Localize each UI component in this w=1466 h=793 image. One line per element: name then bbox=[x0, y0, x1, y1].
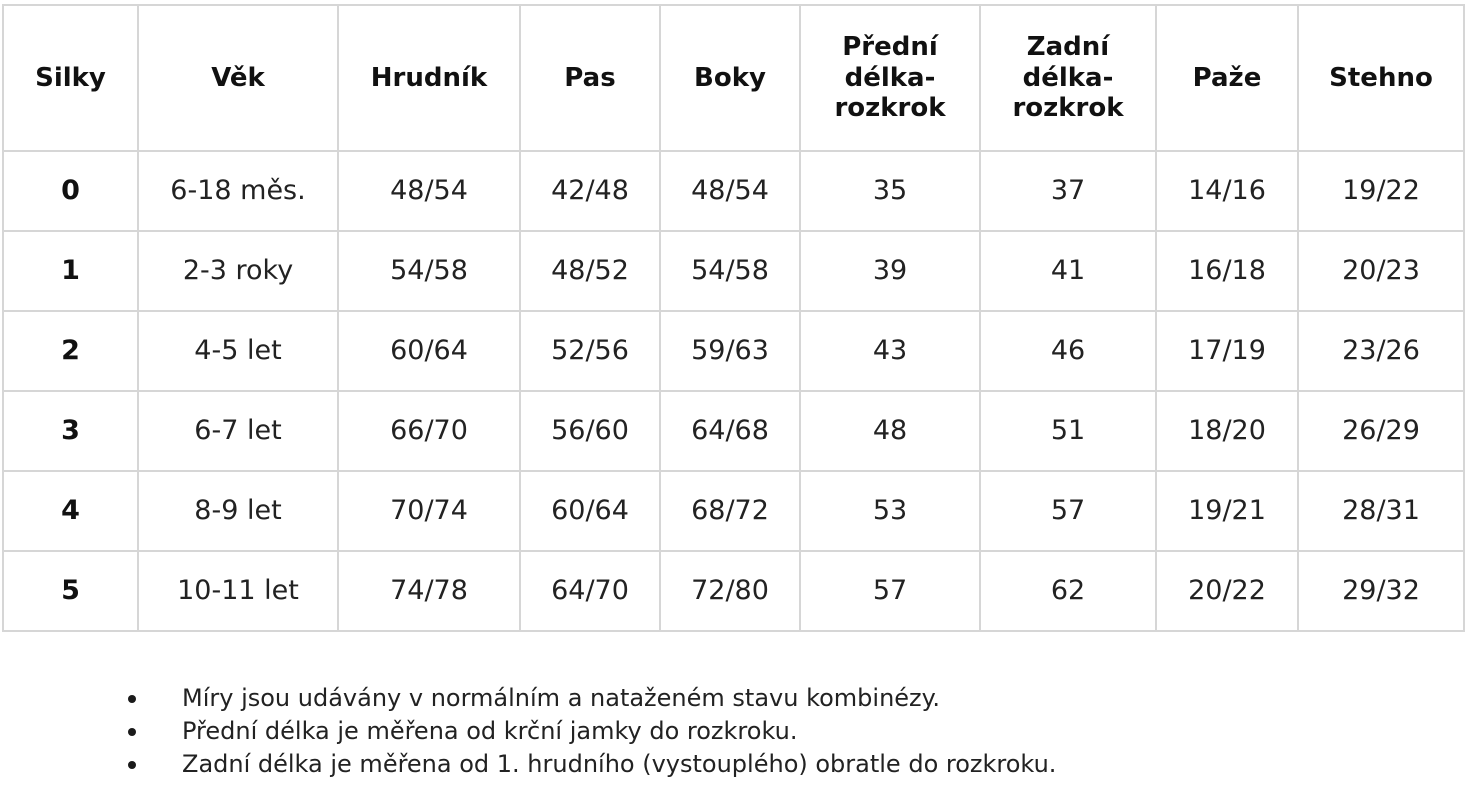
table-cell: 48 bbox=[800, 391, 980, 471]
table-cell: 60/64 bbox=[520, 471, 660, 551]
table-cell: 60/64 bbox=[338, 311, 520, 391]
table-row bbox=[3, 551, 1464, 631]
table-cell: 39 bbox=[800, 231, 980, 311]
table-cell: 1 bbox=[3, 231, 138, 311]
header-hips: Boky bbox=[660, 5, 800, 151]
table-row bbox=[3, 391, 1464, 471]
table-cell: 59/63 bbox=[660, 311, 800, 391]
table-cell: 53 bbox=[800, 471, 980, 551]
table-cell: 56/60 bbox=[520, 391, 660, 471]
table-cell: 8-9 let bbox=[138, 471, 338, 551]
header-front-length: Přední délka- rozkrok bbox=[800, 5, 980, 151]
note-text: Míry jsou udávány v normálním a nataženém stavu kombinézy. bbox=[182, 684, 941, 712]
table-cell: 6-7 let bbox=[138, 391, 338, 471]
table-cell: 19/21 bbox=[1156, 471, 1298, 551]
note-text: Zadní délka je měřena od 1. hrudního (vystouplého) obratle do rozkroku. bbox=[182, 750, 1057, 778]
table-cell: 42/48 bbox=[520, 151, 660, 231]
table-cell: 23/26 bbox=[1298, 311, 1464, 391]
table-cell: 4-5 let bbox=[138, 311, 338, 391]
list-item bbox=[126, 748, 1056, 781]
table-cell: 20/23 bbox=[1298, 231, 1464, 311]
table-cell: 70/74 bbox=[338, 471, 520, 551]
table-cell: 5 bbox=[3, 551, 138, 631]
table-cell: 3 bbox=[3, 391, 138, 471]
table-cell: 4 bbox=[3, 471, 138, 551]
table-cell: 2 bbox=[3, 311, 138, 391]
header-age: Věk bbox=[138, 5, 338, 151]
table-row bbox=[3, 311, 1464, 391]
header-chest: Hrudník bbox=[338, 5, 520, 151]
header-thigh: Stehno bbox=[1298, 5, 1464, 151]
table-row bbox=[3, 151, 1464, 231]
table-cell: 54/58 bbox=[660, 231, 800, 311]
table-cell: 37 bbox=[980, 151, 1156, 231]
table-cell: 26/29 bbox=[1298, 391, 1464, 471]
note-text: Přední délka je měřena od krční jamky do rozkroku. bbox=[182, 717, 798, 745]
table-cell: 14/16 bbox=[1156, 151, 1298, 231]
table-cell: 48/52 bbox=[520, 231, 660, 311]
table-cell: 62 bbox=[980, 551, 1156, 631]
table-cell: 43 bbox=[800, 311, 980, 391]
table-cell: 57 bbox=[800, 551, 980, 631]
table-cell: 2-3 roky bbox=[138, 231, 338, 311]
header-back-length: Zadní délka- rozkrok bbox=[980, 5, 1156, 151]
table-cell: 16/18 bbox=[1156, 231, 1298, 311]
size-table bbox=[2, 4, 1465, 632]
bullet-icon bbox=[128, 695, 136, 703]
list-item bbox=[126, 715, 1056, 748]
table-cell: 74/78 bbox=[338, 551, 520, 631]
table-cell: 72/80 bbox=[660, 551, 800, 631]
table-cell: 29/32 bbox=[1298, 551, 1464, 631]
table-cell: 35 bbox=[800, 151, 980, 231]
table-cell: 10-11 let bbox=[138, 551, 338, 631]
table-cell: 52/56 bbox=[520, 311, 660, 391]
table-row bbox=[3, 471, 1464, 551]
table-cell: 28/31 bbox=[1298, 471, 1464, 551]
table-cell: 54/58 bbox=[338, 231, 520, 311]
bullet-icon bbox=[128, 728, 136, 736]
list-item bbox=[126, 682, 1056, 715]
table-cell: 19/22 bbox=[1298, 151, 1464, 231]
table-cell: 0 bbox=[3, 151, 138, 231]
table-row bbox=[3, 231, 1464, 311]
table-cell: 64/68 bbox=[660, 391, 800, 471]
table-cell: 66/70 bbox=[338, 391, 520, 471]
table-cell: 6-18 měs. bbox=[138, 151, 338, 231]
table-cell: 48/54 bbox=[338, 151, 520, 231]
notes-list bbox=[126, 682, 1056, 781]
table-cell: 18/20 bbox=[1156, 391, 1298, 471]
table-cell: 17/19 bbox=[1156, 311, 1298, 391]
table-header-row bbox=[3, 5, 1464, 151]
table-cell: 68/72 bbox=[660, 471, 800, 551]
table-cell: 20/22 bbox=[1156, 551, 1298, 631]
table-cell: 46 bbox=[980, 311, 1156, 391]
bullet-icon bbox=[128, 761, 136, 769]
header-waist: Pas bbox=[520, 5, 660, 151]
table-cell: 48/54 bbox=[660, 151, 800, 231]
table-cell: 41 bbox=[980, 231, 1156, 311]
table-cell: 51 bbox=[980, 391, 1156, 471]
header-size: Silky bbox=[3, 5, 138, 151]
table-cell: 57 bbox=[980, 471, 1156, 551]
header-arm: Paže bbox=[1156, 5, 1298, 151]
table-cell: 64/70 bbox=[520, 551, 660, 631]
